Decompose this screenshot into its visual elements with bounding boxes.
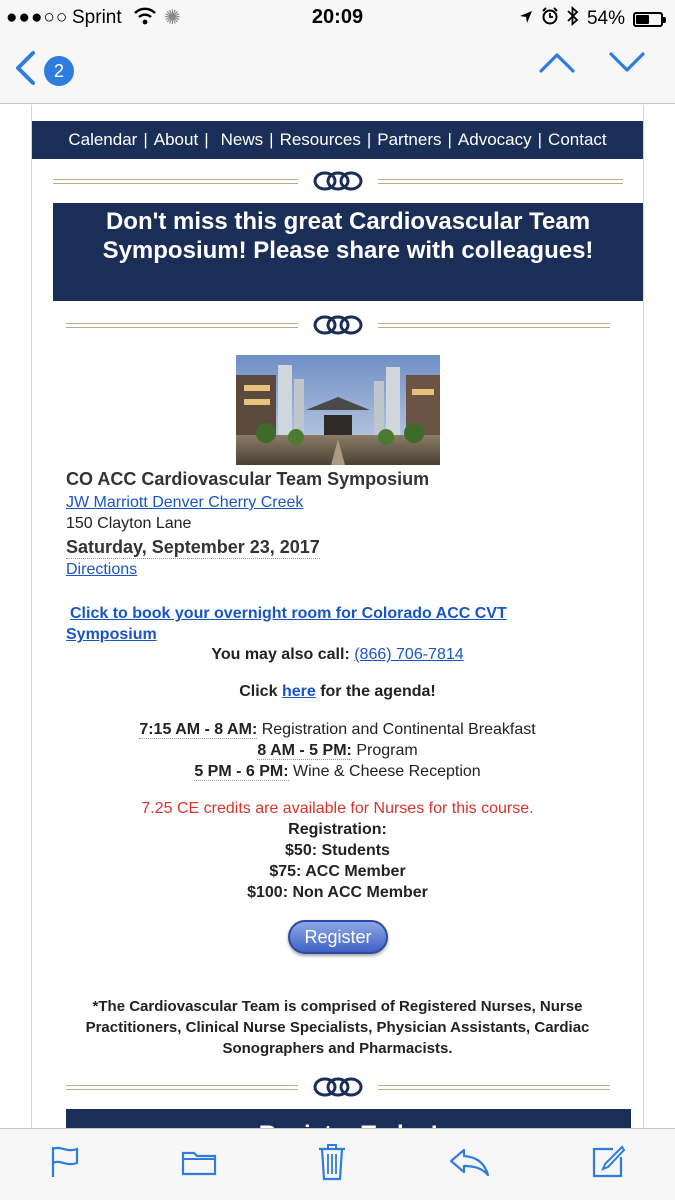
ornament-divider (66, 313, 610, 337)
headline-banner: Don't miss this great Cardiovascular Team Symposium! Please share with colleagues! (53, 203, 643, 301)
schedule-time: 8 AM - 5 PM: (257, 742, 352, 759)
previous-message-button[interactable] (539, 50, 575, 79)
schedule-row (32, 763, 643, 781)
register-button[interactable]: Register (288, 920, 388, 954)
event-date: Saturday, September 23, 2017 (66, 537, 320, 557)
triple-ring-ornament-icon (298, 1076, 378, 1098)
team-note: *The Cardiovascular Team is comprised of Registered Nurses, Nurse Practitioners, Clinical Nurse Specialists, Physician Assistants, Cardiac Sonographers and Pharmacists. (85, 998, 590, 1057)
schedule-desc: Registration and Continental Breakfast (261, 721, 536, 738)
clock: 20:09 (311, 6, 364, 28)
schedule-time: 5 PM - 6 PM: (194, 763, 289, 780)
battery-icon (633, 12, 663, 27)
agenda-suffix: for the agenda! (320, 683, 436, 700)
menu-partners[interactable]: Partners (377, 130, 442, 149)
schedule-desc: Program (356, 742, 418, 759)
ce-credits-note: 7.25 CE credits are available for Nurses for this course. (141, 800, 534, 817)
agenda-prefix: Click (239, 683, 278, 700)
email-body[interactable] (0, 105, 675, 1128)
folder-icon[interactable] (181, 1148, 217, 1181)
newsletter-card (31, 105, 644, 1145)
triple-ring-ornament-icon (298, 170, 378, 192)
venue-address: 150 Clayton Lane (66, 515, 192, 532)
directions-link[interactable]: Directions (66, 561, 138, 578)
unread-count-badge: 2 (44, 56, 74, 86)
registration-heading: Registration: (288, 821, 387, 838)
price-students: $50: Students (285, 842, 390, 859)
agenda-link[interactable]: here (281, 683, 316, 700)
call-label: You may also call: (211, 646, 350, 663)
menu-calendar[interactable]: Calendar (68, 130, 138, 149)
price-acc-member: $75: ACC Member (269, 863, 406, 880)
back-button[interactable] (14, 50, 74, 91)
menu-news[interactable]: News (220, 130, 264, 149)
triple-ring-ornament-icon (298, 314, 378, 336)
price-non-member: $100: Non ACC Member (247, 884, 428, 901)
schedule-row (32, 742, 643, 760)
schedule-time: 7:15 AM - 8 AM: (139, 721, 258, 738)
schedule-row (32, 721, 643, 739)
battery-percent: 54% (586, 8, 625, 29)
event-title: CO ACC Cardiovascular Team Symposium (66, 469, 430, 489)
trash-icon[interactable] (317, 1143, 347, 1186)
schedule-desc: Wine & Cheese Reception (293, 763, 481, 780)
signal-strength: ●●●○○ (6, 7, 69, 28)
activity-spinner-icon: ✺ (164, 7, 181, 29)
phone-link[interactable]: (866) 706-7814 (354, 646, 464, 663)
venue-photo (236, 355, 440, 465)
carrier-name: Sprint (72, 7, 122, 28)
menu-resources[interactable]: Resources (279, 130, 361, 149)
agenda-line (32, 683, 643, 701)
status-bar (0, 0, 675, 36)
ornament-divider (53, 169, 623, 193)
bluetooth-icon (567, 6, 579, 32)
ornament-divider (66, 1075, 610, 1099)
alarm-icon (541, 7, 559, 31)
venue-link[interactable]: JW Marriott Denver Cherry Creek (66, 494, 304, 511)
flag-icon[interactable] (50, 1145, 80, 1184)
menu-advocacy[interactable]: Advocacy (457, 130, 532, 149)
location-icon (519, 8, 533, 30)
newsletter-menu: Calendar | About | News | Resources | Partners | Advocacy | Contact (32, 121, 643, 159)
mail-toolbar (0, 1128, 675, 1200)
menu-contact[interactable]: Contact (548, 130, 607, 149)
compose-icon[interactable] (591, 1145, 625, 1184)
chevron-left-icon (14, 50, 36, 91)
menu-about[interactable]: About (153, 130, 199, 149)
next-message-button[interactable] (609, 50, 645, 79)
mail-nav-bar (0, 36, 675, 104)
reply-icon[interactable] (448, 1147, 490, 1182)
book-room-link[interactable]: Click to book your overnight room for Colorado ACC CVT Symposium (66, 605, 507, 643)
call-line (32, 646, 643, 664)
